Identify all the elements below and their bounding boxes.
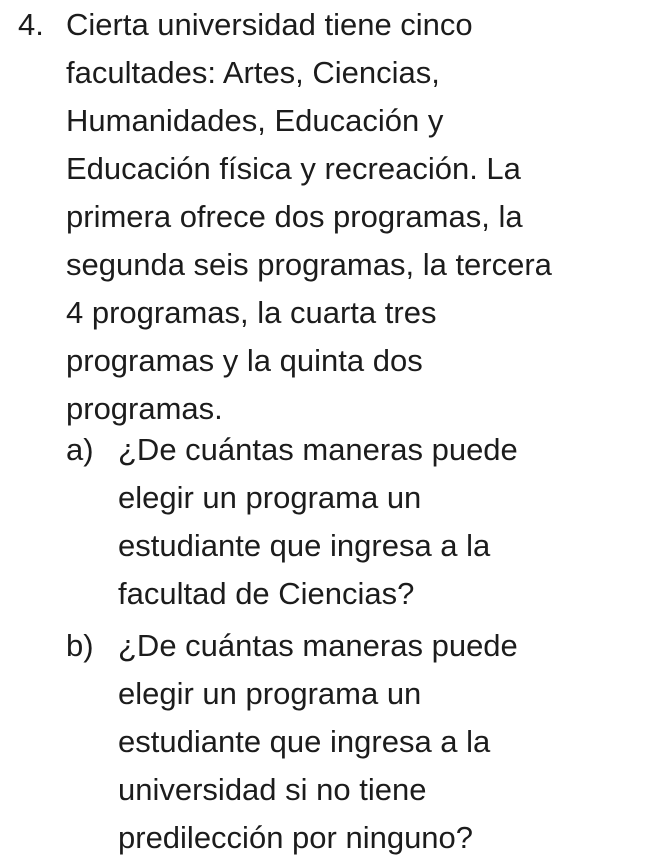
question-line: estudiante que ingresa a la: [118, 724, 491, 759]
statement-line: programas y la quinta dos: [66, 343, 423, 378]
question-line: elegir un programa un: [118, 480, 422, 515]
statement-line: primera ofrece dos programas, la: [66, 199, 523, 234]
statement-line: programas.: [66, 391, 223, 426]
question-line: predilección por ninguno?: [118, 820, 474, 855]
part-b-question: [118, 622, 638, 862]
part-b-label: b): [66, 628, 94, 663]
question-line: estudiante que ingresa a la: [118, 528, 491, 563]
statement-line: 4 programas, la cuarta tres: [66, 295, 437, 330]
question-line: universidad si no tiene: [118, 772, 427, 807]
statement-line: facultades: Artes, Ciencias,: [66, 55, 440, 90]
statement-line: Humanidades, Educación y: [66, 103, 444, 138]
part-a-label: a): [66, 432, 94, 467]
question-line: elegir un programa un: [118, 676, 422, 711]
question-line: ¿De cuántas maneras puede: [118, 432, 518, 467]
statement-line: Educación física y recreación. La: [66, 151, 521, 186]
statement-line: Cierta universidad tiene cinco: [66, 7, 473, 42]
question-line: facultad de Ciencias?: [118, 576, 415, 611]
problem-number: 4.: [18, 7, 44, 42]
statement-line: segunda seis programas, la tercera: [66, 247, 552, 282]
question-line: ¿De cuántas maneras puede: [118, 628, 518, 663]
part-a-question: [118, 426, 638, 618]
problem-statement: [66, 1, 638, 433]
